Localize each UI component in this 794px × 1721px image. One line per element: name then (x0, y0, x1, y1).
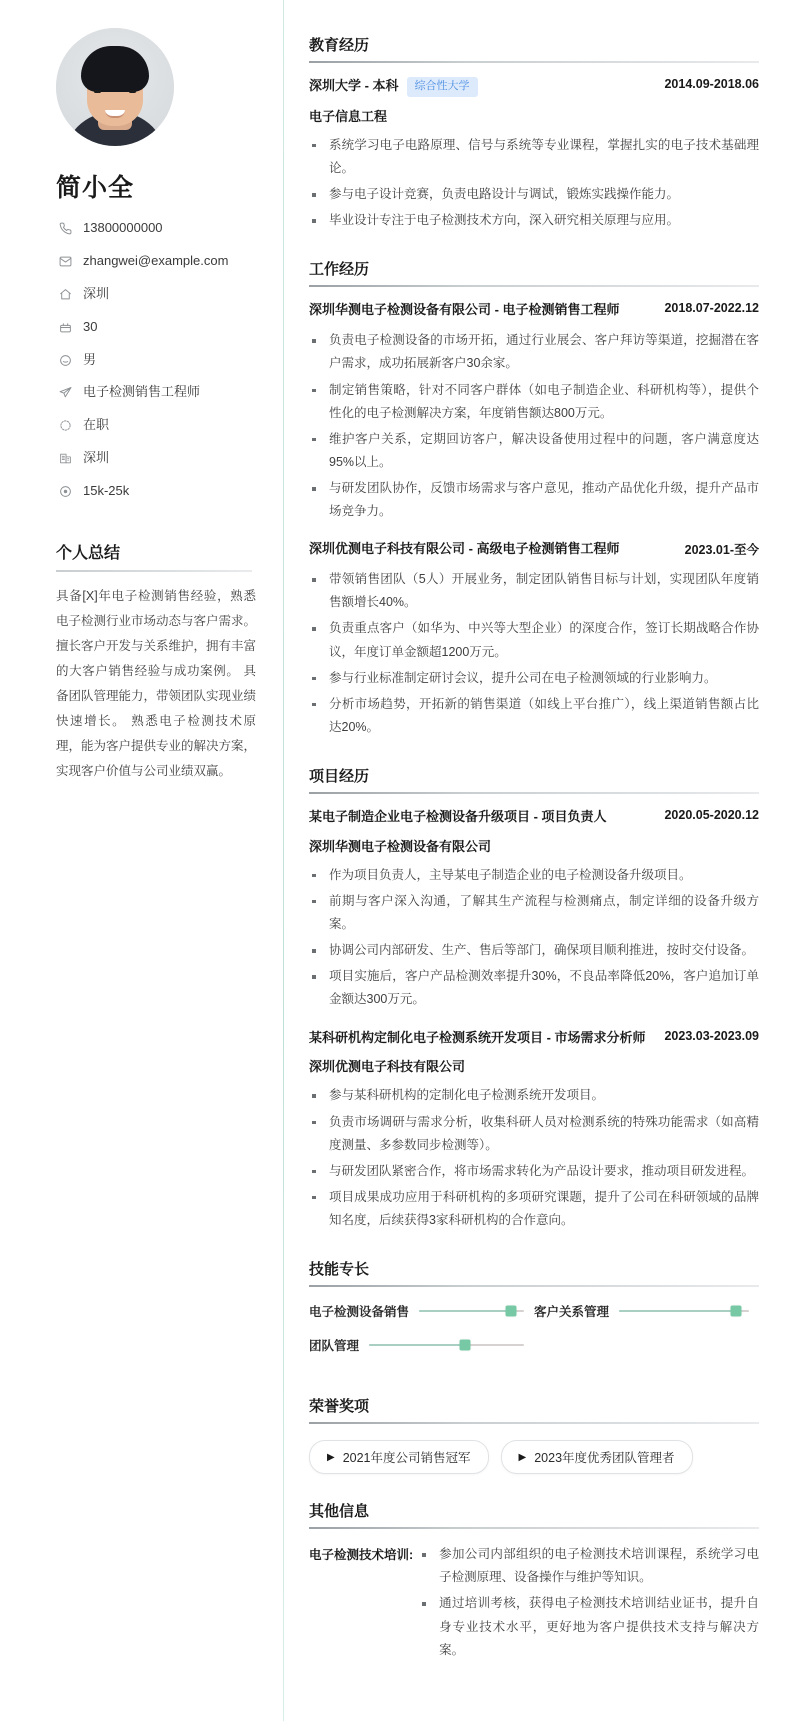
awards-list (309, 1438, 759, 1474)
project-company: 深圳华测电子检测设备有限公司 (309, 838, 492, 854)
skill-knob[interactable] (731, 1306, 742, 1317)
section-work (309, 258, 759, 739)
skill-item (534, 1301, 759, 1321)
home-icon (56, 288, 74, 301)
education-bullets (309, 134, 759, 233)
other-info-body (417, 1543, 759, 1665)
refresh-icon (56, 419, 74, 432)
contact-position-value: 电子检测销售工程师 (83, 384, 201, 400)
avatar-photo (56, 28, 174, 146)
contact-location-value: 深圳 (83, 285, 110, 301)
award-badge[interactable] (501, 1440, 693, 1474)
education-tag: 综合性大学 (407, 77, 478, 97)
sidebar (0, 0, 284, 1721)
list-item: 协调公司内部研发、生产、售后等部门，确保项目顺利推进，按时交付设备。 (309, 939, 759, 962)
section-awards (309, 1395, 759, 1474)
section-projects (309, 765, 759, 1232)
project-title: 某科研机构定制化电子检测系统开发项目 - 市场需求分析师 (309, 1029, 646, 1045)
triangle-icon: ▶ (518, 1451, 527, 1463)
section-title-education: 教育经历 (309, 34, 759, 63)
summary-text: 具备[X]年电子检测销售经验，熟悉电子检测行业市场动态与客户需求。 擅长客户开发与关系维护，拥有丰富的大客户销售经验与成功案例。 具备团队管理能力，带领团队实现业绩快速增长。 熟悉电子检测技术原理，能为客户提供专业的解决方案，实现客户价值与公司业绩双赢。 (56, 589, 257, 779)
envelope-icon (56, 255, 74, 268)
main-content (284, 0, 794, 1721)
other-bullets (417, 1543, 759, 1662)
paper-plane-icon (56, 386, 74, 399)
list-item: 负责市场调研与需求分析，收集科研人员对检测系统的特殊功能需求（如高精度测量、多参数同步检测等）。 (309, 1111, 759, 1157)
work-bullets (309, 329, 759, 523)
skill-name: 团队管理 (309, 1339, 360, 1354)
section-title-skills: 技能专长 (309, 1258, 759, 1287)
summary-section (56, 540, 256, 784)
list-item: 与研发团队协作，反馈市场需求与客户意见，推动产品优化升级，提升产品市场竞争力。 (309, 477, 759, 523)
project-entry (309, 1029, 759, 1233)
work-entry (309, 301, 759, 523)
work-entry-head (309, 301, 759, 320)
section-title-projects: 项目经历 (309, 765, 759, 794)
skill-name: 电子检测设备销售 (309, 1305, 410, 1320)
work-title: 深圳优测电子科技有限公司 - 高级电子检测销售工程师 (309, 541, 620, 557)
section-title-other: 其他信息 (309, 1500, 759, 1529)
project-date: 2023.03-2023.09 (664, 1028, 759, 1043)
phone-icon (56, 222, 74, 235)
project-title: 某电子制造企业电子检测设备升级项目 - 项目负责人 (309, 809, 607, 824)
other-info-row (309, 1543, 759, 1665)
section-other (309, 1500, 759, 1665)
list-item: 负责电子检测设备的市场开拓，通过行业展会、客户拜访等渠道，挖掘潜在客户需求，成功拓展新客户30余家。 (309, 329, 759, 375)
building-icon (56, 452, 74, 465)
list-item: 分析市场趋势，开拓新的销售渠道（如线上平台推广），线上渠道销售额占比达20%。 (309, 693, 759, 739)
education-date: 2014.09-2018.06 (664, 77, 759, 91)
skill-name: 客户关系管理 (534, 1305, 610, 1320)
contact-status (56, 417, 256, 434)
work-title: 深圳华测电子检测设备有限公司 - 电子检测销售工程师 (309, 302, 620, 318)
project-bullets (309, 864, 759, 1012)
contact-phone-value: 13800000000 (83, 220, 163, 235)
work-date: 2018.07-2022.12 (664, 301, 759, 316)
work-entry (309, 540, 759, 739)
contact-status-value: 在职 (83, 417, 110, 433)
list-item: 毕业设计专注于电子检测技术方向，深入研究相关原理与应用。 (309, 209, 759, 232)
list-item: 与研发团队紧密合作，将市场需求转化为产品设计要求，推动项目研发进程。 (309, 1160, 759, 1183)
award-label: 2023年度优秀团队管理者 (534, 1451, 675, 1466)
project-bullets (309, 1084, 759, 1232)
candidate-name: 简小全 (56, 174, 135, 202)
list-item: 参与某科研机构的定制化电子检测系统开发项目。 (309, 1084, 759, 1107)
list-item: 负责重点客户（如华为、中兴等大型企业）的深度合作，签订长期战略合作协议，年度订单金额超1200万元。 (309, 617, 759, 663)
education-entry (309, 77, 759, 232)
contact-salary (56, 483, 256, 500)
list-item: 维护客户关系，定期回访客户，解决设备使用过程中的问题，客户满意度达95%以上。 (309, 428, 759, 474)
contact-gender-value: 男 (83, 351, 97, 367)
contact-age-value: 30 (83, 318, 98, 334)
summary-title: 个人总结 (56, 540, 252, 572)
project-entry-head (309, 1029, 759, 1048)
contact-gender (56, 352, 256, 369)
section-title-awards: 荣誉奖项 (309, 1395, 759, 1424)
triangle-icon: ▶ (327, 1451, 335, 1463)
project-date: 2020.05-2020.12 (664, 808, 759, 822)
skill-slider[interactable] (619, 1310, 749, 1312)
award-badge[interactable] (309, 1440, 489, 1474)
section-title-work: 工作经历 (309, 258, 759, 287)
contact-email-value: zhangwei@example.com (83, 252, 229, 268)
target-icon (56, 485, 74, 498)
list-item: 通过培训考核，获得电子检测技术培训结业证书，提升自身专业技术水平，更好地为客户提供技术支持与解决方案。 (417, 1592, 759, 1661)
contact-phone (56, 220, 256, 237)
section-education (309, 34, 759, 232)
award-label: 2021年度公司销售冠军 (342, 1451, 471, 1466)
other-info-label: 电子检测技术培训: (309, 1548, 414, 1563)
contact-email (56, 253, 256, 270)
work-entry-head (309, 540, 759, 559)
list-item: 制定销售策略，针对不同客户群体（如电子制造企业、科研机构等），提供个性化的电子检测解决方案，年度销售额达800万元。 (309, 379, 759, 425)
skill-item (309, 1335, 534, 1355)
contact-work-city (56, 450, 256, 467)
contact-salary-value: 15k-25k (83, 483, 130, 499)
list-item: 项目实施后，客户产品检测效率提升30%，不良品率降低20%，客户追加订单金额达300万元。 (309, 965, 759, 1011)
skill-item (309, 1301, 534, 1321)
skill-fill (419, 1310, 511, 1312)
project-entry-head (309, 808, 759, 827)
gender-icon (56, 354, 74, 367)
education-school: 深圳大学 - 本科 (309, 78, 399, 93)
work-bullets (309, 568, 759, 739)
work-date: 2023.01-至今 (684, 543, 759, 558)
list-item: 作为项目负责人，主导某电子制造企业的电子检测设备升级项目。 (309, 864, 759, 887)
calendar-icon (56, 321, 74, 334)
skill-fill (619, 1310, 736, 1312)
skill-fill (369, 1344, 465, 1346)
contact-work-city-value: 深圳 (83, 450, 110, 466)
list-item: 带领销售团队（5人）开展业务，制定团队销售目标与计划，实现团队年度销售额增长40%。 (309, 568, 759, 614)
skill-knob[interactable] (460, 1340, 471, 1351)
project-entry (309, 808, 759, 1012)
skills-list (309, 1301, 759, 1369)
contact-location (56, 286, 256, 303)
list-item: 参加公司内部组织的电子检测技术培训课程，系统学习电子检测原理、设备操作与维护等知识。 (417, 1543, 759, 1589)
contact-list (56, 220, 256, 500)
skill-knob[interactable] (506, 1306, 517, 1317)
list-item: 参与电子设计竞赛，负责电路设计与调试，锻炼实践操作能力。 (309, 183, 759, 206)
list-item: 系统学习电子电路原理、信号与系统等专业课程，掌握扎实的电子技术基础理论。 (309, 134, 759, 180)
avatar (56, 28, 174, 146)
project-company: 深圳优测电子科技有限公司 (309, 1059, 466, 1075)
list-item: 前期与客户深入沟通，了解其生产流程与检测痛点，制定详细的设备升级方案。 (309, 890, 759, 936)
list-item: 项目成果成功应用于科研机构的多项研究课题，提升了公司在科研领域的品牌知名度，后续获得3家科研机构的合作意向。 (309, 1186, 759, 1232)
section-skills (309, 1258, 759, 1369)
education-entry-head (309, 77, 759, 97)
contact-age (56, 319, 256, 336)
contact-position (56, 384, 256, 401)
education-major: 电子信息工程 (309, 108, 388, 124)
skill-slider[interactable] (419, 1310, 524, 1312)
skill-slider[interactable] (369, 1344, 524, 1346)
list-item: 参与行业标准制定研讨会议，提升公司在电子检测领域的行业影响力。 (309, 667, 759, 690)
